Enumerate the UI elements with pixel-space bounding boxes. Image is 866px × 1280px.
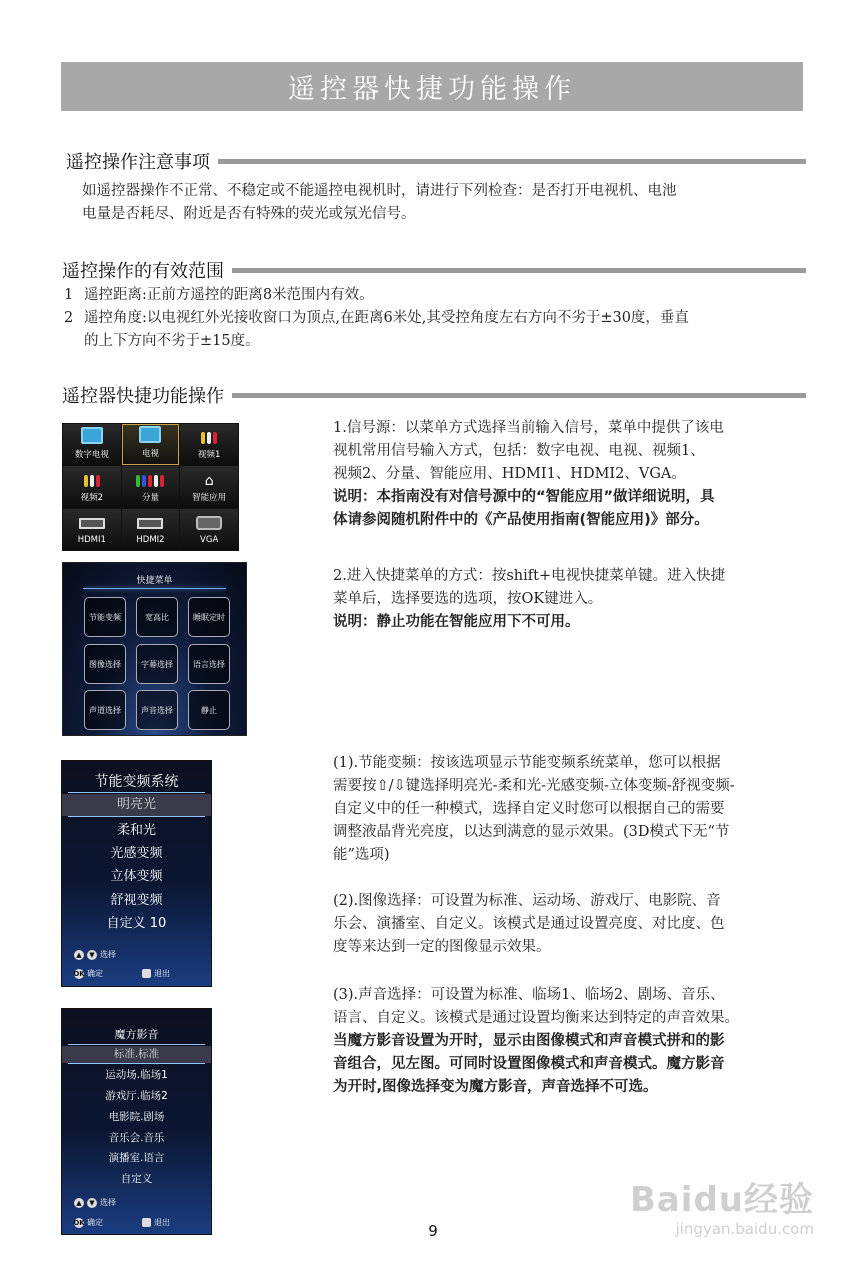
section-rule xyxy=(232,393,806,398)
magic-menu-title: 魔方影音 xyxy=(114,1028,159,1041)
section-heading-range xyxy=(62,257,806,283)
hint-ok: OK 确定 xyxy=(73,1218,103,1227)
energy-item[interactable]: 自定义 10 xyxy=(106,916,167,931)
page-number: 9 xyxy=(428,1222,438,1240)
hdmi-icon xyxy=(137,518,163,529)
hdmi-icon xyxy=(79,518,105,529)
section-rule xyxy=(218,159,806,164)
magic-item[interactable]: 电影院.剧场 xyxy=(108,1111,165,1123)
source-cell-tv[interactable]: 电视 xyxy=(122,424,180,465)
source-cell-hdmi1[interactable]: HDMI1 xyxy=(63,509,121,550)
quick-menu-panel xyxy=(62,562,247,736)
section2-list xyxy=(64,284,804,353)
para-source: 1.信号源：以菜单方式选择当前输入信号，菜单中提供了该电 视机常用信号输入方式，包括：数字电视、电视、视频1、 视频2、分量、智能应用、HDMI1、HDMI2、VGA。 说明：本指南没有对信号源中的“智能应用”做详细说明，具 体请参阅随机附件中的《产品使用指南(智能应用)》部分。 xyxy=(333,420,724,528)
component-icon xyxy=(136,475,164,487)
energy-item[interactable]: 舒视变频 xyxy=(110,893,163,908)
page-title: 遥控器快捷功能操作 xyxy=(61,62,803,111)
down-arrow-icon: ▼ xyxy=(87,1198,97,1208)
source-cell-dtv[interactable]: 数字电视 xyxy=(63,424,121,465)
quick-button-picture[interactable]: 图像选择 xyxy=(84,644,126,684)
exit-icon xyxy=(142,969,151,978)
magic-item-selected[interactable]: 标准.标准 xyxy=(62,1046,211,1063)
quick-button-sleep[interactable]: 睡眠定时 xyxy=(188,597,230,637)
section1-line: 电量是否耗尽、附近是否有特殊的荧光或氖光信号。 xyxy=(82,206,416,222)
source-cell-component[interactable]: 分量 xyxy=(122,466,180,507)
magic-item[interactable]: 演播室.语言 xyxy=(108,1152,165,1164)
quick-button-energy[interactable]: 节能变频 xyxy=(84,597,126,637)
quick-button-freeze[interactable]: 静止 xyxy=(188,690,230,730)
quick-button-aspect[interactable]: 宽高比 xyxy=(136,597,178,637)
divider xyxy=(68,816,205,817)
source-cell-av2[interactable]: 视频2 xyxy=(63,466,121,507)
para-energy: (1).节能变频：按该选项显示节能变频系统菜单，您可以根据 需要按⇧/⇩键选择明亮光-柔和光-光感变频-立体变频-舒视变频- 自定义中的任一种模式，选择自定义时您可以根据自己的需要 调整液晶背光亮度，以达到满意的显示效果。(3D模式下无“节 能”选项) xyxy=(333,755,735,863)
magic-menu-panel xyxy=(61,1008,212,1235)
section-heading-shortcuts xyxy=(62,382,806,408)
watermark xyxy=(614,1150,814,1250)
divider xyxy=(68,1044,205,1045)
magic-item[interactable]: 音乐会.音乐 xyxy=(108,1132,165,1144)
energy-item[interactable]: 立体变频 xyxy=(110,869,163,884)
down-arrow-icon: ▼ xyxy=(87,950,97,960)
section1-text xyxy=(82,180,804,226)
divider xyxy=(83,588,226,589)
vga-icon xyxy=(196,516,222,530)
magic-item[interactable]: 游戏厅.临场2 xyxy=(105,1090,168,1102)
section3-heading-text: 遥控器快捷功能操作 xyxy=(62,386,224,407)
section2-heading-text: 遥控操作的有效范围 xyxy=(62,261,224,282)
list-item-cont: 的上下方向不劣于±15度。 xyxy=(84,333,260,349)
watermark-url: jingyan.baidu.com xyxy=(675,1220,814,1238)
magic-item[interactable]: 自定义 xyxy=(120,1173,153,1185)
quick-button-subtitle[interactable]: 字幕选择 xyxy=(136,644,178,684)
list-item: 1 遥控距离:正前方遥控的距离8米范围内有效。 xyxy=(64,287,374,303)
av-icon xyxy=(201,432,217,444)
quick-menu-title: 快捷菜单 xyxy=(136,576,173,586)
quick-button-language[interactable]: 语言选择 xyxy=(188,644,230,684)
energy-menu-panel xyxy=(61,760,212,987)
para-picture: (2).图像选择：可设置为标准、运动场、游戏厅、电影院、音 乐会、演播室、自定义。该模式是通过设置亮度、对比度、色 度等来达到一定的图像显示效果。 xyxy=(333,893,725,955)
energy-item[interactable]: 柔和光 xyxy=(116,823,156,838)
source-cell-vga[interactable]: VGA xyxy=(180,509,238,550)
tv-icon xyxy=(139,426,161,443)
up-arrow-icon: ▲ xyxy=(74,950,84,960)
para-sound: (3).声音选择：可设置为标准、临场1、临场2、剧场、音乐、 语言、自定义。该模式是通过设置均衡来达到特定的声音效果。 当魔方影音设置为开时，显示由图像模式和声音模式拼和的影 音组合，见左图。可同时设置图像模式和声音模式。魔方影音 为开时,图像选择变为魔方影音，声音选择不可选。 xyxy=(333,987,739,1095)
divider xyxy=(68,1063,205,1064)
energy-item[interactable]: 光感变频 xyxy=(110,846,163,861)
hint-select: ▲ ▼ 选择 xyxy=(74,1197,116,1208)
quick-button-channel[interactable]: 声道选择 xyxy=(84,690,126,730)
ok-icon: OK xyxy=(73,1218,85,1227)
list-item: 2 遥控角度:以电视红外光接收窗口为顶点,在距离6米处,其受控角度左右方向不劣于±30度，垂直 xyxy=(64,310,689,326)
home-icon: ⌂ xyxy=(204,472,214,489)
watermark-brand: Baidu经验 xyxy=(629,1180,814,1220)
up-arrow-icon: ▲ xyxy=(74,1198,84,1208)
hint-exit: 退出 xyxy=(142,968,170,979)
section1-line: 如遥控器操作不正常、不稳定或不能遥控电视机时，请进行下列检查：是否打开电视机、电池 xyxy=(82,183,677,199)
para-quickmenu: 2.进入快捷菜单的方式：按shift+电视快捷菜单键。进入快捷 菜单后，选择要选的选项，按OK键进入。 说明：静止功能在智能应用下不可用。 xyxy=(333,568,726,630)
source-cell-av1[interactable]: 视频1 xyxy=(180,424,238,465)
section-heading-notes xyxy=(66,148,806,174)
source-menu-grid xyxy=(62,423,239,551)
section-rule xyxy=(232,268,806,273)
hint-select: ▲ ▼ 选择 xyxy=(74,949,116,960)
hint-ok: OK 确定 xyxy=(73,969,103,978)
section1-heading-text: 遥控操作注意事项 xyxy=(66,152,210,173)
magic-item[interactable]: 运动场.临场1 xyxy=(105,1069,168,1081)
dtv-icon xyxy=(81,427,103,444)
divider xyxy=(68,792,205,793)
energy-menu-title: 节能变频系统 xyxy=(94,774,179,790)
quick-button-sound[interactable]: 声音选择 xyxy=(136,690,178,730)
av-icon xyxy=(84,475,100,487)
source-cell-smart[interactable]: ⌂ 智能应用 xyxy=(180,466,238,507)
ok-icon: OK xyxy=(73,969,85,978)
source-cell-hdmi2[interactable]: HDMI2 xyxy=(122,509,180,550)
hint-exit: 退出 xyxy=(142,1217,170,1228)
energy-item-selected[interactable]: 明亮光 xyxy=(62,794,211,816)
